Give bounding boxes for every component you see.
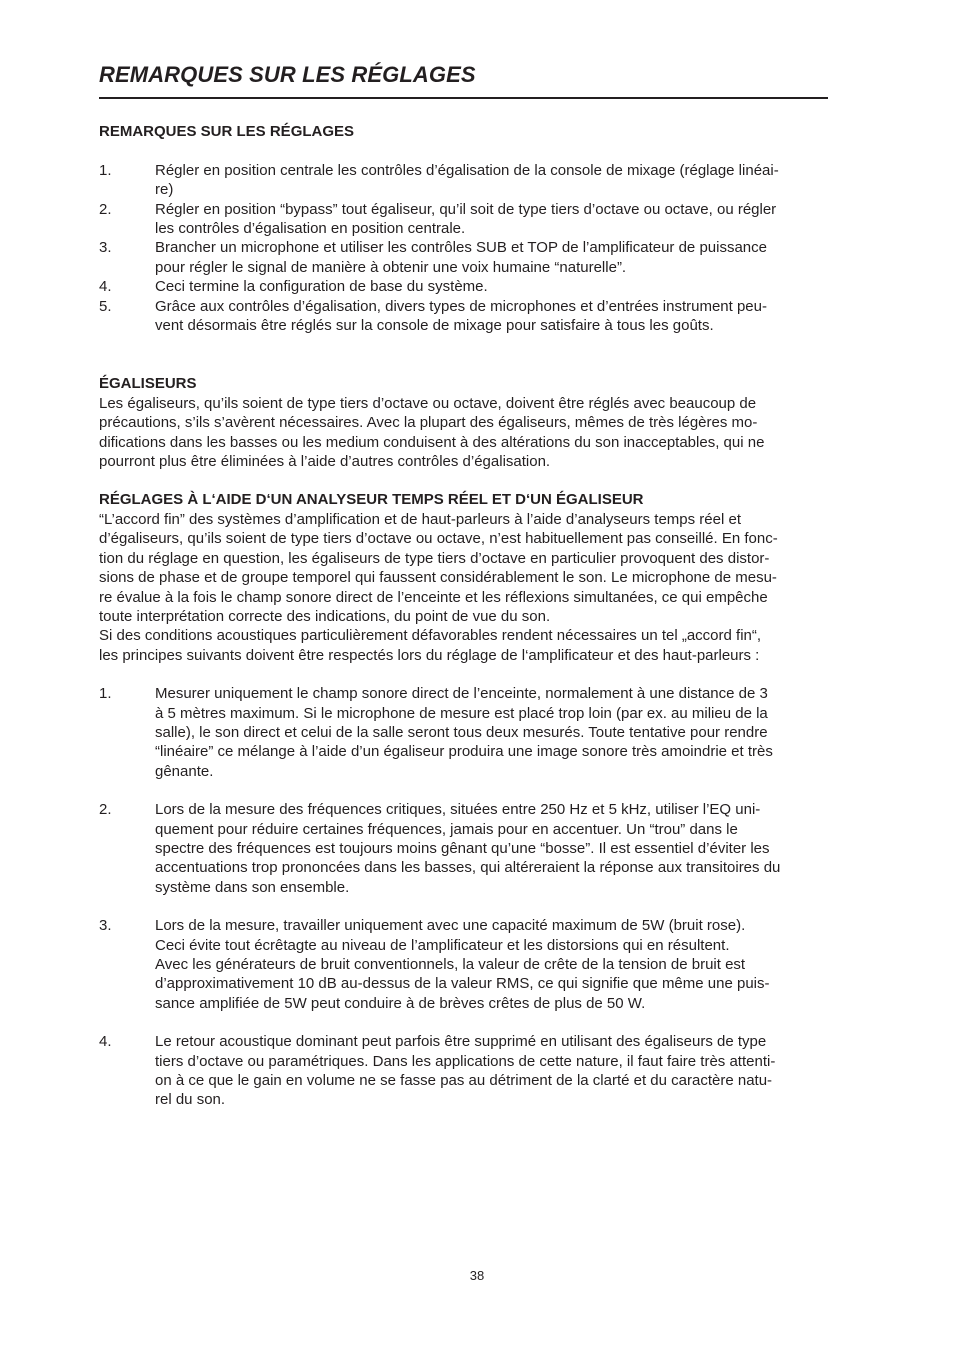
- list-item-text: Brancher un microphone et utiliser les contrôles SUB et TOP de l’amplificateur de puissance pour régler le signal de manière à obtenir une voix humaine “naturelle”.: [155, 239, 767, 276]
- page-content: [99, 122, 826, 1110]
- section-analyseur: [99, 490, 826, 1109]
- list-item-text: Le retour acoustique dominant peut parfois être supprimé en utilisant des égaliseurs de type tiers d’octave ou paramétriques. Dans les applications de cette nature, il faut faire très attenti- on à ce que le gain en volume ne se fasse pas au détriment de la clarté et du caractère natu- rel du son.: [155, 1033, 776, 1109]
- section-body-egaliseurs: Les égaliseurs, qu’ils soient de type tiers d’octave ou octave, doivent être réglés avec beaucoup de précautions, s’ils s’avèrent nécessaires. Avec la plupart des égaliseurs, mêmes de très légères mo- difications dans les basses ou les medium conduisent à des altérations du son inacceptables, qui ne pourront plus être éliminées à l’aide d’autres contrôles d’égalisation.: [99, 394, 765, 471]
- list-item: [99, 238, 826, 277]
- list-item: [99, 800, 826, 897]
- list-item: [99, 684, 826, 781]
- list-item-number: 5.: [99, 297, 112, 315]
- list-item-number: 4.: [99, 1033, 112, 1051]
- list-item: [99, 1032, 826, 1110]
- list-item: [99, 200, 826, 239]
- list-item-text: Régler en position centrale les contrôles d’égalisation de la console de mixage (réglage linéai- re): [155, 161, 779, 199]
- list-item-text: Lors de la mesure, travailler uniquement avec une capacité maximum de 5W (bruit rose). Ceci évite tout écrêtagte au niveau de l’amplificateur et les distorsions qui en résultent. Avec les générateurs de bruit conventionnels, la valeur de crête de la tension de bruit est d’approximativement 10 dB au-dessus de la valeur RMS, ce qui signifie que même une puis- sance amplifiée de 5W peut conduire à de brèves crêtes de plus de 50 W.: [155, 917, 770, 1012]
- list-item-number: 2.: [99, 200, 112, 218]
- list-item-number: 3.: [99, 239, 112, 257]
- analyseur-list: [99, 684, 826, 1110]
- list-item: [99, 916, 826, 1013]
- list-item-number: 1.: [99, 685, 112, 703]
- list-item-number: 4.: [99, 278, 112, 296]
- list-item: [99, 277, 826, 296]
- remarques-list: [99, 161, 826, 336]
- section-heading-remarques: REMARQUES SUR LES RÉGLAGES: [99, 123, 355, 140]
- page-number: 38: [469, 1268, 485, 1283]
- list-item-text: Ceci termine la configuration de base du système.: [155, 278, 488, 296]
- list-item-number: 2.: [99, 801, 112, 819]
- list-item-text: Grâce aux contrôles d’égalisation, divers types de microphones et d’entrées instrument peu- vent désormais être réglés sur la console de mixage pour satisfaire à tous les goûts.: [155, 297, 767, 335]
- section-heading-egaliseurs: ÉGALISEURS: [99, 375, 197, 393]
- title-divider: [99, 97, 828, 99]
- list-item-number: 1.: [99, 161, 112, 179]
- list-item: [99, 297, 826, 336]
- list-item-text: Régler en position “bypass” tout égaliseur, qu’il soit de type tiers d’octave ou octave, ou régler les contrôles d’égalisation en position centrale.: [155, 200, 777, 238]
- list-item-text: Lors de la mesure des fréquences critiques, situées entre 250 Hz et 5 kHz, utiliser l’EQ uni- quement pour réduire certaines fréquences, jamais pour en accentuer. Un “trou” dans le spectre des fréquences est toujours moins gênant qu’une “bosse”. Il est essentiel d’éviter les accentuations trop prononcées dans les basses, qui altéreraient la réponse aux transitoires du système dans son ensemble.: [155, 801, 781, 896]
- section-heading-analyseur: RÉGLAGES À L‘AIDE D‘UN ANALYSEUR TEMPS RÉEL ET D‘UN ÉGALISEUR: [99, 491, 644, 509]
- page-title: REMARQUES SUR LES RÉGLAGES: [99, 62, 476, 87]
- list-item-number: 3.: [99, 917, 112, 935]
- section-remarques: [99, 122, 826, 335]
- section-egaliseurs: [99, 374, 826, 471]
- list-item: [99, 161, 826, 200]
- list-item-text: Mesurer uniquement le champ sonore direct de l’enceinte, normalement à une distance de 3 à 5 mètres maximum. Si le microphone de mesure est placé trop loin (par ex. au milieu de la salle), le son direct et celui de la salle seront tous deux mesurés. Toute tentative pour rendre “linéaire” ce mélange à l’aide d’un égaliseur produira une image sonore très amoindrie et très gênante.: [155, 685, 773, 780]
- section-body-analyseur: “L’accord fin” des systèmes d’amplification et de haut-parleurs à l’aide d’analyseurs temps réel et d’égaliseurs, qu’ils soient de type tiers d’octave ou octave, n’est habituellement pas conseillé. En fonc- tion du réglage en question, les égaliseurs de type tiers d’octave en particulier provoquent des distor- sions de phase et de groupe temporel qui faussent considérablement le son. Le microphone de mesu- re évalue à la fois le champ sonore direct de l’enceinte et les réflexions simultanées, ce qui empêche toute interprétation correcte des indications, du point de vue du son. Si des conditions acoustiques particulièrement défavorables rendent nécessaires un tel „accord fin“, les principes suivants doivent être respectés lors du réglage de l‘amplificateur et des haut-parleurs :: [99, 510, 778, 664]
